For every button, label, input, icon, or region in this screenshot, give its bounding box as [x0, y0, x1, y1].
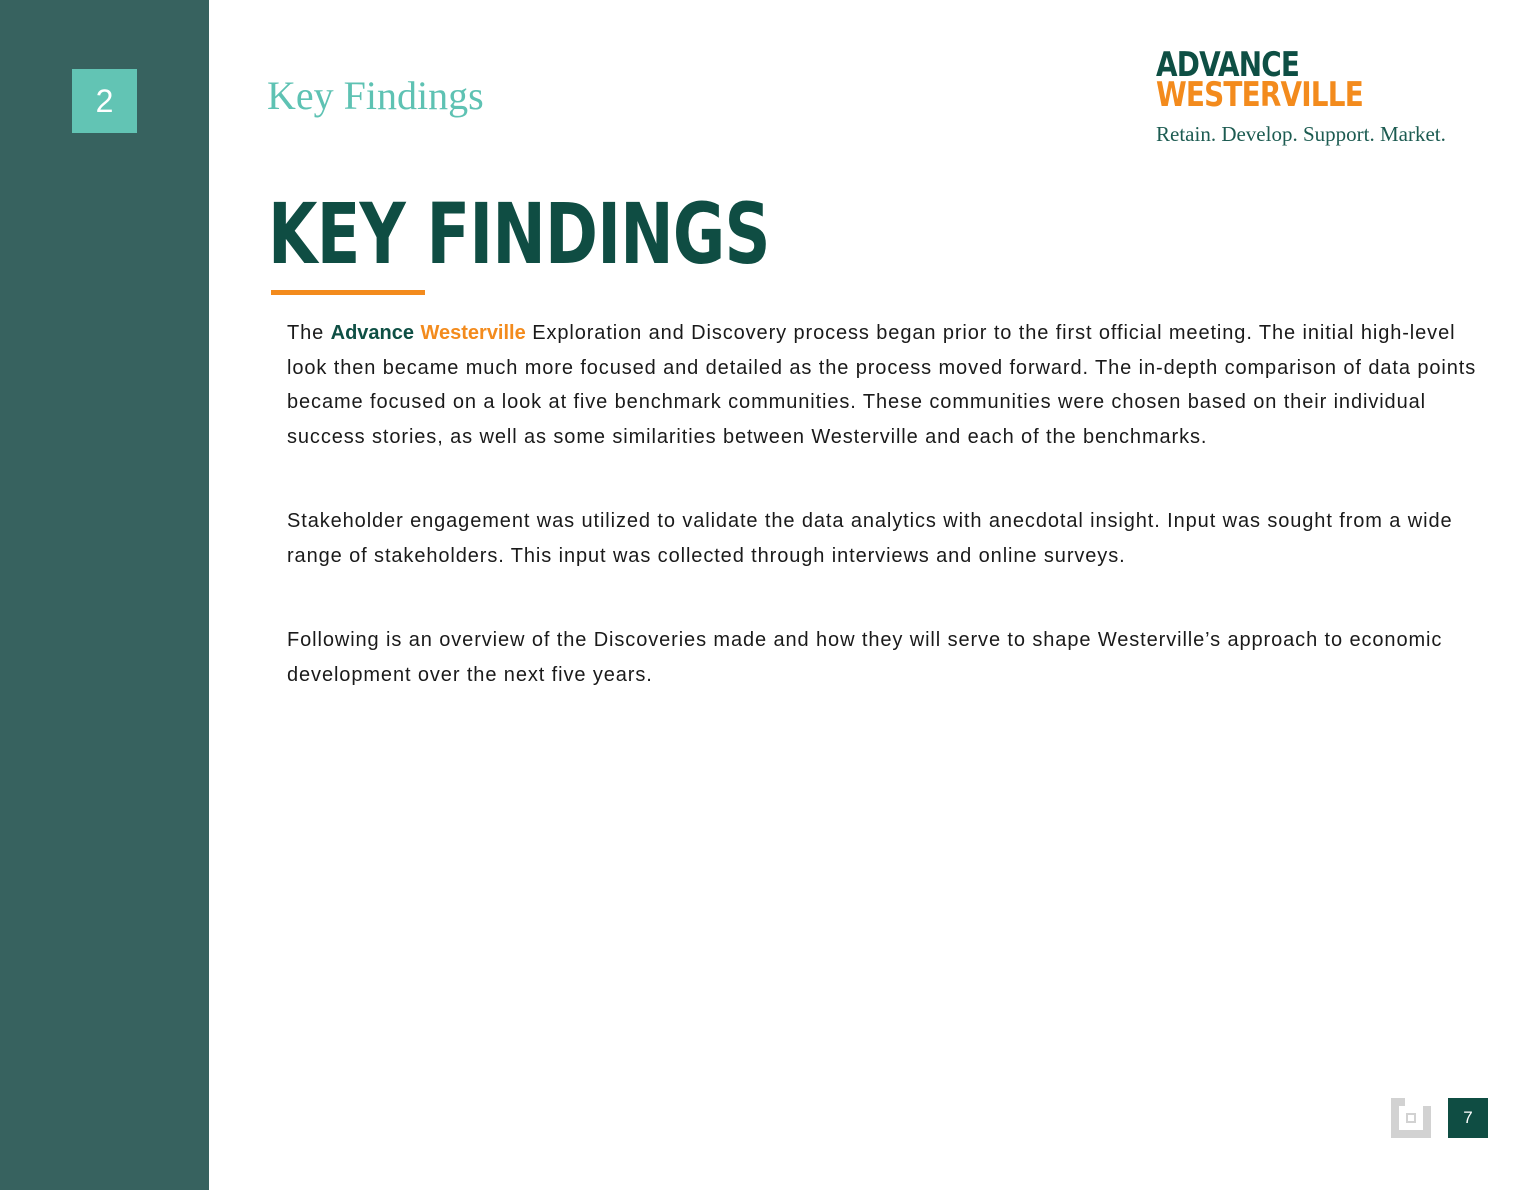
logo-tagline: Retain. Develop. Support. Market. — [1156, 122, 1446, 146]
brand-name-westerville: Westerville — [420, 322, 526, 344]
paragraph-intro-lead: The — [287, 322, 325, 344]
page-heading: KEY FINDINGS — [268, 185, 770, 283]
bracket-square-icon — [1391, 1098, 1431, 1138]
page-number: 7 — [1448, 1098, 1488, 1138]
sidebar — [0, 0, 209, 1190]
paragraph-intro-text: Exploration and Discovery process began prior to the first official meeting. The initial high-level look then became much more focused and detailed as the process moved forward. The in-depth comparison of data points became focused on a look at five benchmark communities. These communities were chosen based on their individual success stories, as well as some similarities between Westerville and each of the benchmarks. — [287, 322, 1477, 448]
brand-name-advance: Advance — [330, 322, 415, 344]
heading-underline — [271, 290, 425, 295]
section-number-badge: 2 — [72, 69, 137, 133]
section-title: Key Findings — [267, 73, 484, 118]
body-text — [287, 316, 1483, 692]
logo-line-advance: ADVANCE — [1156, 45, 1300, 85]
advance-westerville-logo — [1156, 45, 1446, 147]
logo-line-westerville: WESTERVILLE — [1156, 75, 1363, 115]
paragraph-intro — [287, 316, 1483, 454]
paragraph-stakeholders: Stakeholder engagement was utilized to validate the data analytics with anecdotal insight. Input was sought from a wide range of stakeholders. This input was collected through interviews and online surveys. — [287, 510, 1453, 567]
paragraph-overview: Following is an overview of the Discoveries made and how they will serve to shape Westerville’s approach to economic development over the next five years. — [287, 629, 1443, 686]
